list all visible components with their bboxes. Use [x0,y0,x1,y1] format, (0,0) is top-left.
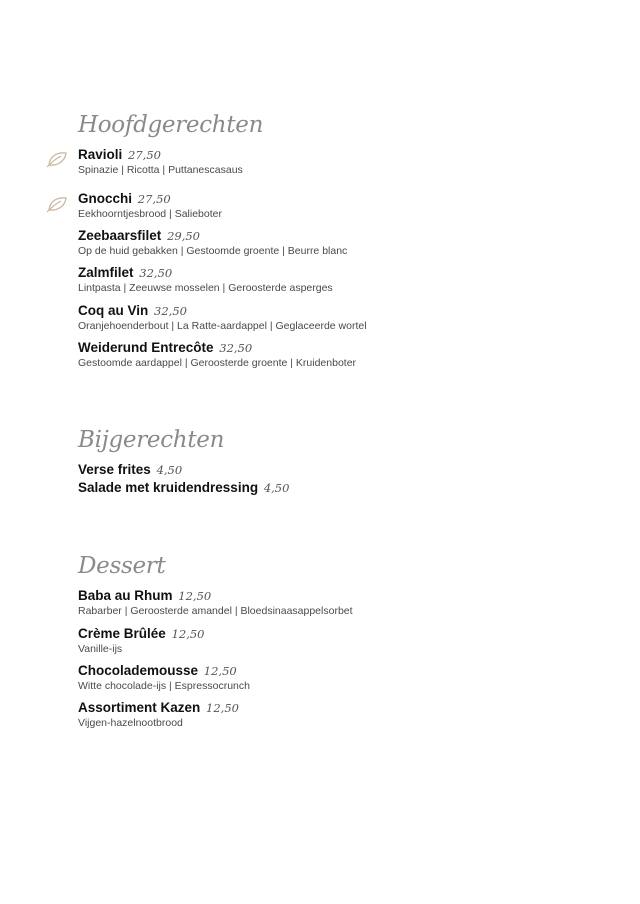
dish-description: Oranjehoenderbout | La Ratte-aardappel | Geglaceerde wortel [78,320,367,332]
menu-item [78,626,598,656]
dish-name: Ravioli [78,147,123,162]
dish-price: 27,50 [137,192,171,206]
dish-name: Assortiment Kazen [78,700,201,715]
menu-item [78,303,598,333]
dish-description: Gestoomde aardappel | Geroosterde groente | Kruidenboter [78,357,357,369]
menu-item [78,480,598,496]
menu-item [78,663,598,693]
dish-price: 32,50 [154,304,187,318]
dish-name: Zalmfilet [78,265,134,280]
leaf-icon [46,150,68,168]
section-title-dessert: Dessert [78,553,166,579]
menu-item [78,147,598,177]
dish-description: Op de huid gebakken | Gestoomde groente | Beurre blanc [78,245,348,257]
dish-price: 12,50 [206,701,239,715]
dish-description: Vijgen-hazelnootbrood [78,717,183,729]
dish-name: Zeebaarsfilet [78,228,162,243]
dish-description: Vanille-ijs [78,643,123,655]
menu-item [78,462,598,478]
menu-item [78,191,598,221]
dish-price: 27,50 [128,148,161,162]
leaf-icon [46,195,68,213]
dish-name: Gnocchi [78,191,133,206]
menu-item [78,228,598,258]
dish-description: Eekhoorntjesbrood | Salieboter [78,208,222,220]
section-title-bijgerechten: Bijgerechten [78,427,225,453]
section-title-hoofdgerechten: Hoofdgerechten [78,112,264,138]
menu-item [78,340,598,370]
dish-name: Verse frites [78,462,151,477]
dish-description: Spinazie | Ricotta | Puttanescasaus [78,164,243,176]
dish-description: Witte chocolade-ijs | Espressocrunch [78,680,250,692]
dish-name: Salade met kruidendressing [78,480,259,495]
dish-description: Lintpasta | Zeeuwse mosselen | Geroosterde asperges [78,282,333,294]
menu-item [78,588,598,618]
dish-name: Crème Brûlée [78,626,166,641]
menu-item [78,700,598,730]
dish-price: 12,50 [203,664,237,678]
dish-name: Baba au Rhum [78,588,173,603]
dish-name: Coq au Vin [78,303,149,318]
dish-price: 32,50 [219,341,253,355]
dish-price: 12,50 [171,627,205,641]
dish-name: Chocolademousse [78,663,199,678]
dish-price: 12,50 [178,589,212,603]
dish-price: 4,50 [263,481,290,495]
dish-price: 32,50 [139,266,173,280]
dish-name: Weiderund Entrecôte [78,340,214,355]
dish-description: Rabarber | Geroosterde amandel | Bloedsinaasappelsorbet [78,605,353,617]
dish-price: 4,50 [156,463,183,477]
dish-price: 29,50 [167,229,200,243]
menu-item [78,265,598,295]
